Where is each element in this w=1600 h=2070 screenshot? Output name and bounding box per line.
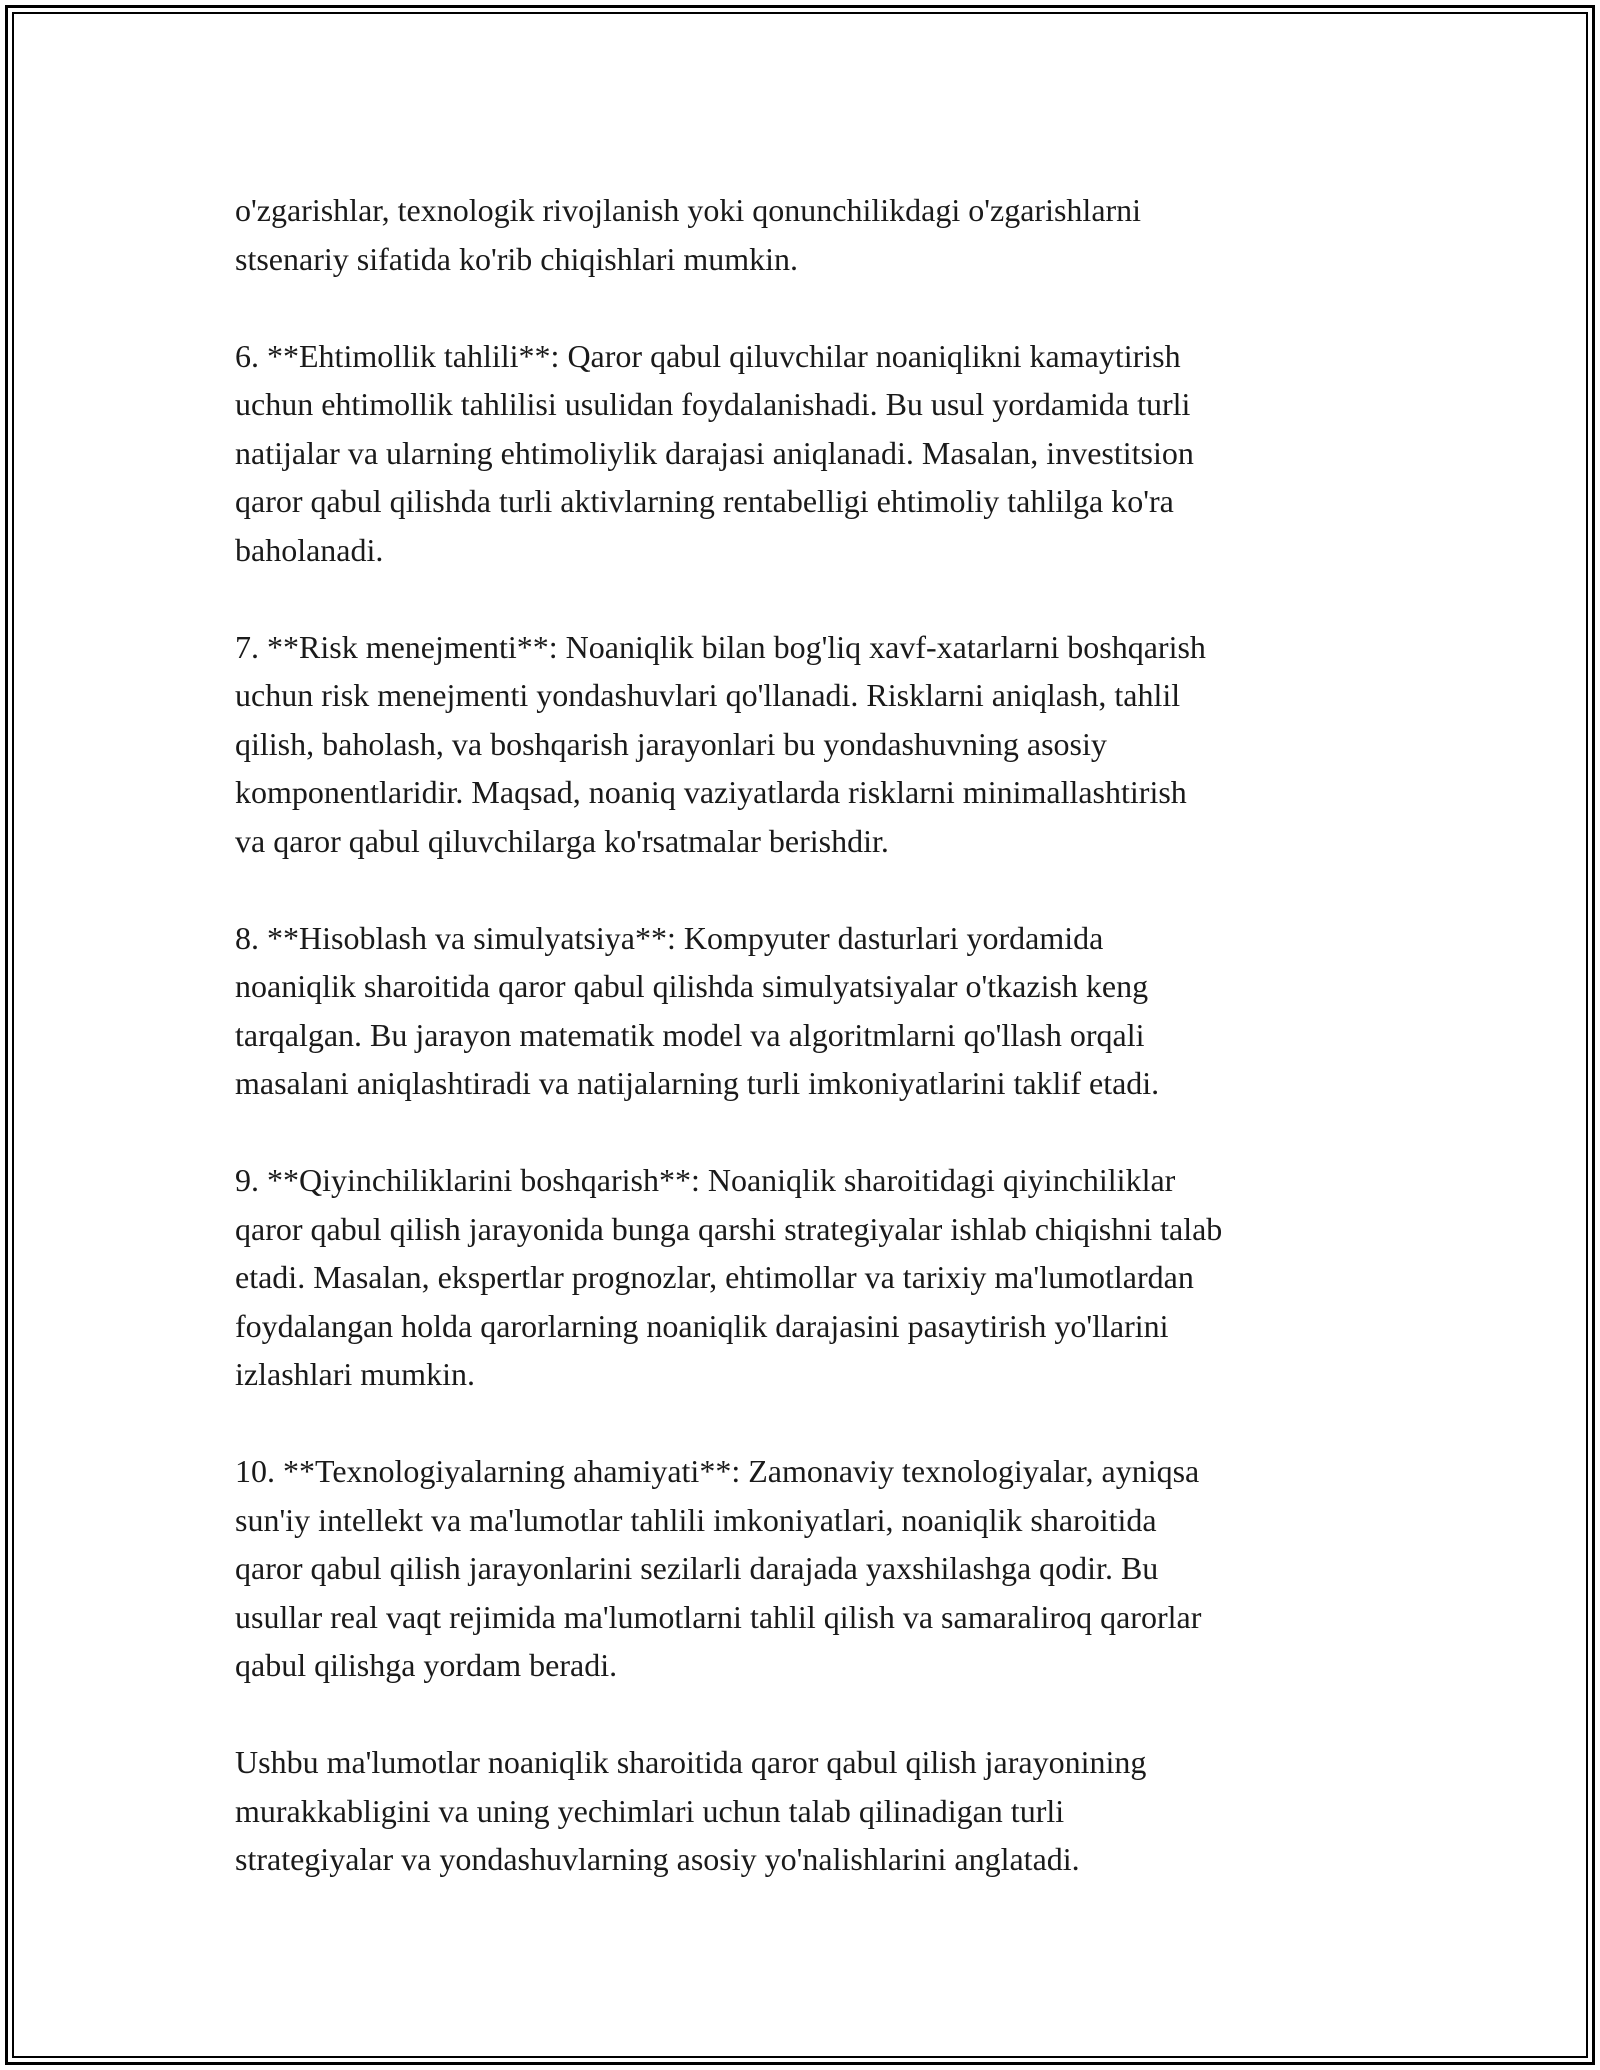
paragraph-item-8: 8. **Hisoblash va simulyatsiya**: Kompyuter dasturlari yordamida noaniqlik sharoitida qaror qabul qilishda simulyatsiyalar o'tkazish keng tarqalgan. Bu jarayon matematik model va algoritmlarni qo'llash orqali masalani aniqlashtiradi va natijalarning turli imkoniyatlarini taklif etadi. [235, 919, 1160, 1101]
document-body [235, 186, 1385, 1884]
paragraph-item-9: 9. **Qiyinchiliklarini boshqarish**: Noaniqlik sharoitidagi qiyinchiliklar qaror qabul qilish jarayonida bunga qarshi strategiyalar ishlab chiqishni talab etadi. Masalan, ekspertlar prognozlar, ehtimollar va tarixiy ma'lumotlardan foydalangan holda qarorlarning noaniqlik darajasini pasaytirish yo'llarini izlashlari mumkin. [235, 1162, 1223, 1392]
paragraph-item-6: 6. **Ehtimollik tahlili**: Qaror qabul qiluvchilar noaniqlikni kamaytirish uchun ehtimollik tahlilisi usulidan foydalanishadi. Bu usul yordamida turli natijalar va ularning ehtimoliylik darajasi aniqlanadi. Masalan, investitsion qaror qabul qilishda turli aktivlarning rentabelligi ehtimoliy tahlilga ko'ra baholanadi. [235, 337, 1194, 568]
paragraph-item-7: 7. **Risk menejmenti**: Noaniqlik bilan bog'liq xavf-xatarlarni boshqarish uchun risk menejmenti yondashuvlari qo'llanadi. Risklarni aniqlash, tahlil qilish, baholash, va boshqarish jarayonlari bu yondashuvning asosiy komponentlaridir. Maqsad, noaniq vaziyatlarda risklarni minimallashtirish va qaror qabul qiluvchilarga ko'rsatmalar berishdir. [235, 628, 1206, 859]
paragraph-conclusion: Ushbu ma'lumotlar noaniqlik sharoitida qaror qabul qilish jarayonining murakkabligini va uning yechimlari uchun talab qilinadigan turli strategiyalar va yondashuvlarning asosiy yo'nalishlarini anglatadi. [235, 1744, 1147, 1877]
paragraph-item-10: 10. **Texnologiyalarning ahamiyati**: Zamonaviy texnologiyalar, ayniqsa sun'iy intellekt va ma'lumotlar tahlili imkoniyatlari, noaniqlik sharoitida qaror qabul qilish jarayonlarini sezilarli darajada yaxshilashga qodir. Bu usullar real vaqt rejimida ma'lumotlarni tahlil qilish va samaraliroq qarorlar qabul qilishga yordam beradi. [235, 1453, 1202, 1683]
paragraph-continuation: o'zgarishlar, texnologik rivojlanish yoki qonunchilikdagi o'zgarishlarni stsenariy sifatida ko'rib chiqishlari mumkin. [235, 192, 1142, 277]
